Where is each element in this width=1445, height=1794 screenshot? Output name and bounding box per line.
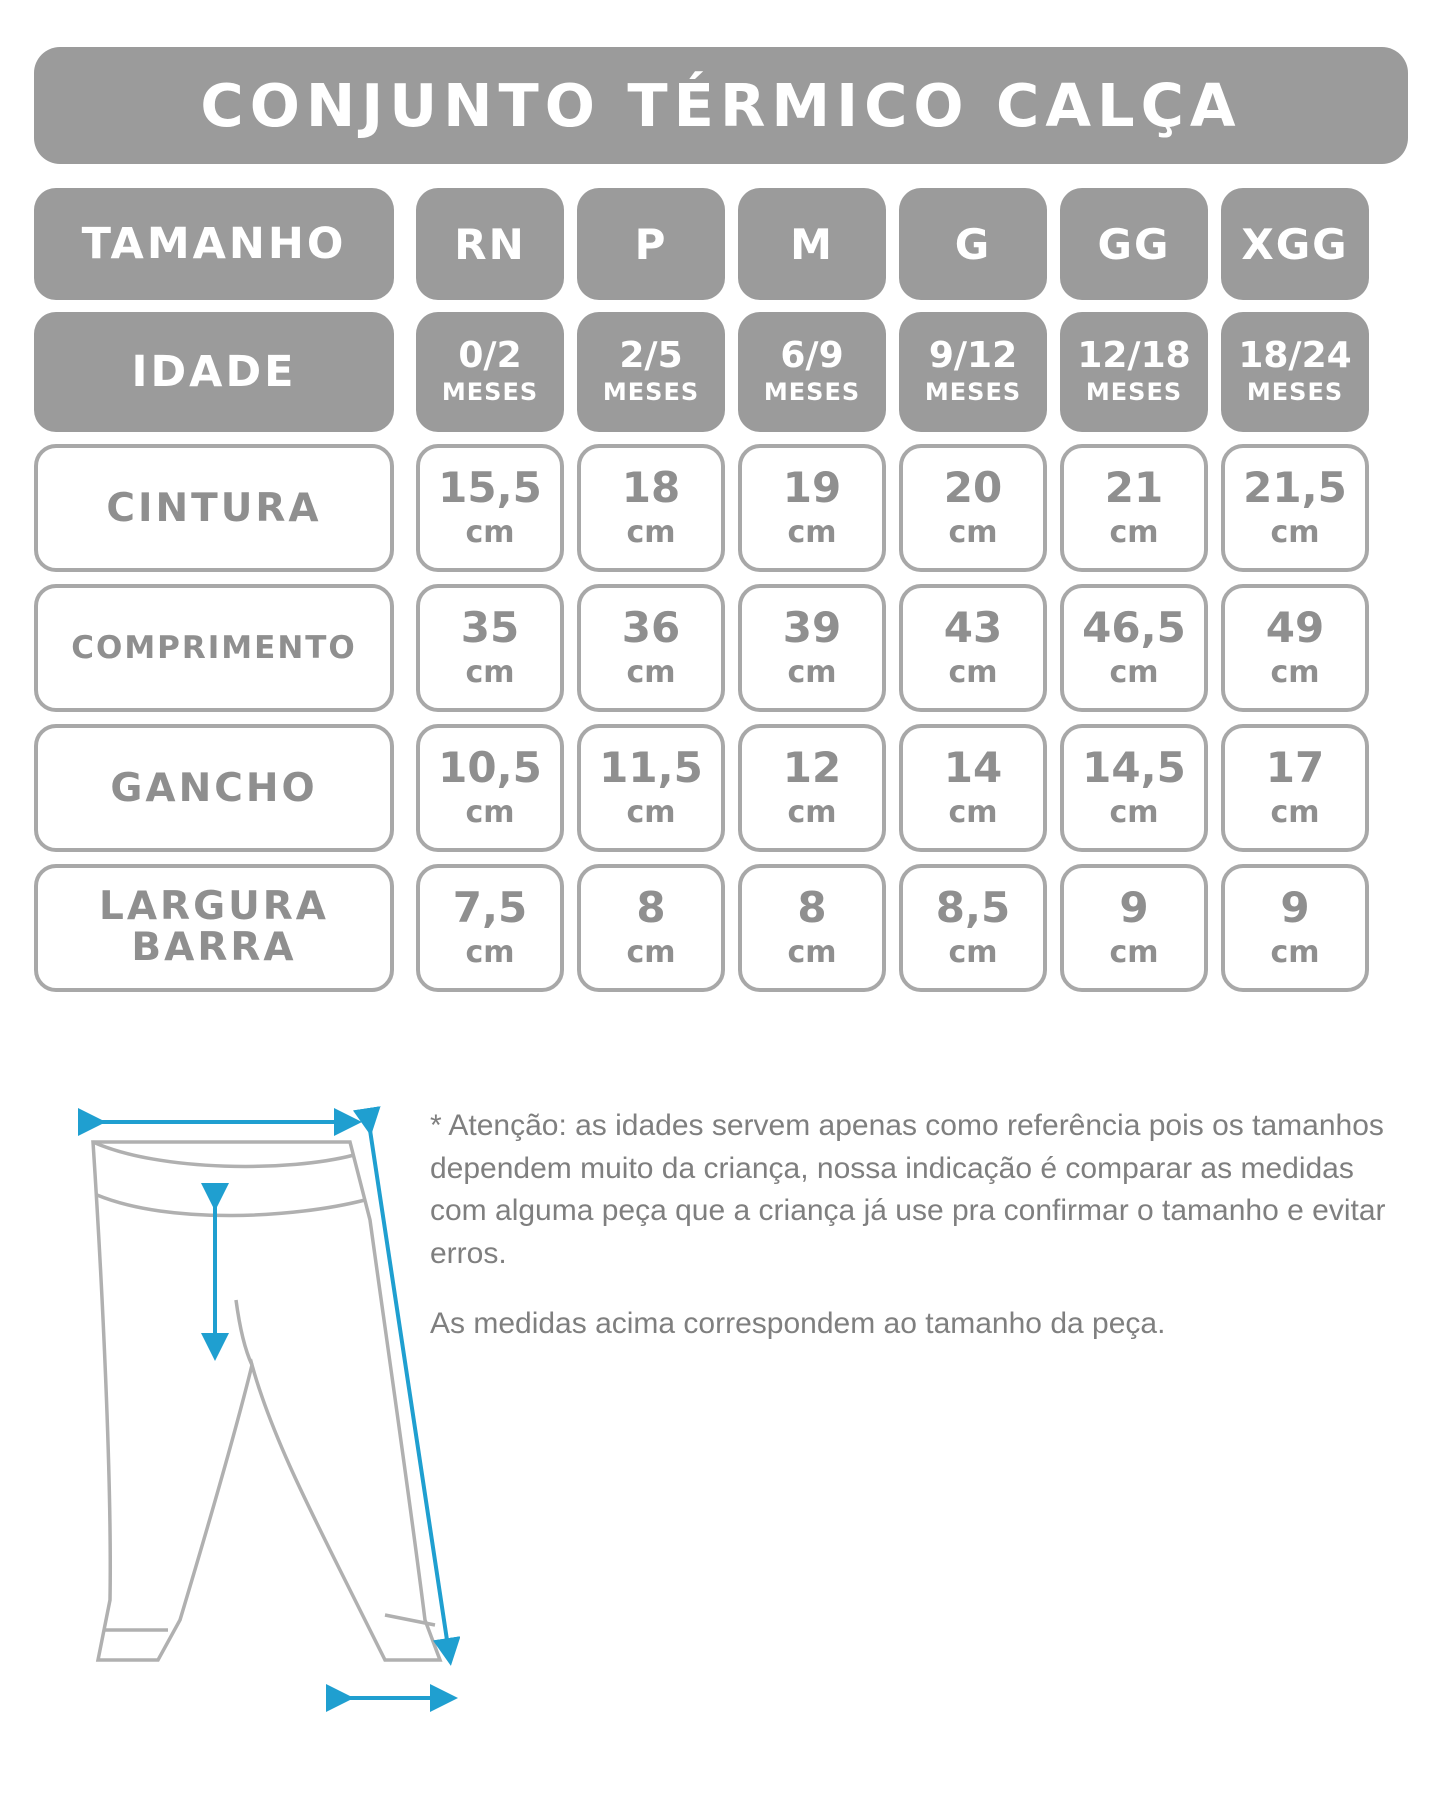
- measure-cell: [1221, 444, 1369, 572]
- size-cell-rn: [416, 188, 564, 300]
- age-cell-m: [738, 312, 886, 432]
- age-unit: MESES: [1246, 378, 1344, 406]
- size-cell-text: GG: [1097, 219, 1171, 269]
- measure-value: 12: [782, 742, 842, 792]
- row-label-text: TAMANHO: [81, 219, 347, 269]
- size-cell-text: P: [634, 219, 668, 269]
- row-label-comprimento: [34, 584, 394, 712]
- row-label-text-line1: LARGURA: [99, 884, 329, 930]
- age-value: 0/2: [458, 335, 522, 376]
- age-value: 9/12: [928, 335, 1018, 376]
- measure-unit: cm: [1109, 654, 1159, 690]
- age-value: 18/24: [1238, 335, 1352, 376]
- row-label-text: IDADE: [131, 347, 297, 397]
- size-cell-xgg: [1221, 188, 1369, 300]
- measure-cell: [1221, 724, 1369, 852]
- measure-cell: [1060, 864, 1208, 992]
- row-label-text: CINTURA: [106, 485, 322, 531]
- measure-unit: cm: [1270, 794, 1320, 830]
- measure-cell: [416, 584, 564, 712]
- measure-unit: cm: [465, 794, 515, 830]
- age-unit: MESES: [763, 378, 861, 406]
- measure-value: 35: [460, 602, 520, 652]
- size-cell-g: [899, 188, 1047, 300]
- age-cell-g: [899, 312, 1047, 432]
- size-cell-text: M: [790, 219, 834, 269]
- row-label-tamanho: [34, 188, 394, 300]
- length-arrow: [370, 1130, 450, 1660]
- measure-unit: cm: [465, 514, 515, 550]
- table-row-gancho: [34, 724, 1412, 852]
- note-correspondence: As medidas acima correspondem ao tamanho da peça.: [430, 1307, 1166, 1341]
- measure-cell: [1060, 584, 1208, 712]
- measure-cell: [1060, 444, 1208, 572]
- measure-value: 11,5: [599, 742, 703, 792]
- age-unit: MESES: [441, 378, 539, 406]
- age-value: 6/9: [780, 335, 844, 376]
- measure-cell: [899, 584, 1047, 712]
- measure-value: 21,5: [1243, 462, 1347, 512]
- measure-value: 43: [943, 602, 1003, 652]
- row-label-text: GANCHO: [110, 765, 318, 811]
- pants-outline: [93, 1142, 440, 1660]
- table-row-comprimento: [34, 584, 1412, 712]
- measure-cell: [738, 864, 886, 992]
- measure-value: 46,5: [1082, 602, 1186, 652]
- table-row-largura-barra: [34, 864, 1412, 992]
- measure-unit: cm: [948, 514, 998, 550]
- measure-unit: cm: [1109, 934, 1159, 970]
- measure-value: 7,5: [452, 882, 528, 932]
- notes-block: [430, 1105, 1390, 1374]
- measure-value: 39: [782, 602, 842, 652]
- age-unit: MESES: [1085, 378, 1183, 406]
- measure-value: 9: [1119, 882, 1149, 932]
- measure-value: 10,5: [438, 742, 542, 792]
- row-label-text-line2: BARRA: [131, 925, 297, 970]
- measure-unit: cm: [626, 654, 676, 690]
- measure-unit: cm: [626, 934, 676, 970]
- measure-value: 8: [636, 882, 666, 932]
- measure-unit: cm: [1109, 514, 1159, 550]
- measure-unit: cm: [948, 654, 998, 690]
- measure-cell: [738, 584, 886, 712]
- measure-cell: [577, 864, 725, 992]
- row-label-largura-barra: [34, 864, 394, 992]
- measure-cell: [577, 584, 725, 712]
- size-table: [34, 188, 1412, 1004]
- measure-cell: [416, 444, 564, 572]
- measure-value: 49: [1265, 602, 1325, 652]
- measure-unit: cm: [948, 934, 998, 970]
- age-unit: MESES: [602, 378, 700, 406]
- age-value: 2/5: [619, 335, 683, 376]
- row-label-cintura: [34, 444, 394, 572]
- measure-value: 20: [943, 462, 1003, 512]
- measure-value: 19: [782, 462, 842, 512]
- measure-cell: [899, 724, 1047, 852]
- measure-unit: cm: [1270, 654, 1320, 690]
- measure-unit: cm: [626, 514, 676, 550]
- measure-unit: cm: [465, 654, 515, 690]
- measure-unit: cm: [465, 934, 515, 970]
- measure-cell: [577, 444, 725, 572]
- measure-value: 15,5: [438, 462, 542, 512]
- measure-value: 9: [1280, 882, 1310, 932]
- measure-value: 36: [621, 602, 681, 652]
- note-attention: * Atenção: as idades servem apenas como referência pois os tamanhos dependem muito da criança, nossa indicação é comparar as medidas com alguma peça que a criança já use pra confirmar o tamanho e evitar erros.: [430, 1109, 1386, 1270]
- measure-value: 8: [797, 882, 827, 932]
- measure-cell: [1060, 724, 1208, 852]
- age-cell-gg: [1060, 312, 1208, 432]
- page-title: [34, 47, 1408, 164]
- measure-unit: cm: [1109, 794, 1159, 830]
- age-unit: MESES: [924, 378, 1022, 406]
- measure-unit: cm: [787, 794, 837, 830]
- table-row-idade: [34, 312, 1412, 432]
- measure-value: 14,5: [1082, 742, 1186, 792]
- measure-value: 21: [1104, 462, 1164, 512]
- age-cell-xgg: [1221, 312, 1369, 432]
- size-cell-gg: [1060, 188, 1208, 300]
- row-label-gancho: [34, 724, 394, 852]
- measure-unit: cm: [948, 794, 998, 830]
- measure-cell: [416, 864, 564, 992]
- pants-diagram: [40, 1100, 460, 1760]
- table-row-sizes: [34, 188, 1412, 300]
- measure-unit: cm: [787, 514, 837, 550]
- measure-cell: [1221, 584, 1369, 712]
- measure-value: 8,5: [935, 882, 1011, 932]
- measure-cell: [738, 724, 886, 852]
- measure-unit: cm: [1270, 514, 1320, 550]
- measure-cell: [577, 724, 725, 852]
- page-title-text: CONJUNTO TÉRMICO CALÇA: [200, 71, 1242, 140]
- measure-unit: cm: [626, 794, 676, 830]
- row-label-text: COMPRIMENTO: [71, 630, 357, 666]
- measure-unit: cm: [787, 934, 837, 970]
- measure-cell: [1221, 864, 1369, 992]
- size-cell-m: [738, 188, 886, 300]
- measure-unit: cm: [1270, 934, 1320, 970]
- measure-cell: [899, 444, 1047, 572]
- measure-value: 14: [943, 742, 1003, 792]
- table-row-cintura: [34, 444, 1412, 572]
- measure-unit: cm: [787, 654, 837, 690]
- age-value: 12/18: [1077, 335, 1191, 376]
- size-cell-text: G: [954, 219, 992, 269]
- size-cell-text: XGG: [1241, 219, 1349, 269]
- measure-cell: [416, 724, 564, 852]
- measure-value: 17: [1265, 742, 1325, 792]
- size-cell-p: [577, 188, 725, 300]
- measure-value: 18: [621, 462, 681, 512]
- row-label-idade: [34, 312, 394, 432]
- age-cell-rn: [416, 312, 564, 432]
- measure-cell: [899, 864, 1047, 992]
- age-cell-p: [577, 312, 725, 432]
- measure-cell: [738, 444, 886, 572]
- size-cell-text: RN: [454, 219, 526, 269]
